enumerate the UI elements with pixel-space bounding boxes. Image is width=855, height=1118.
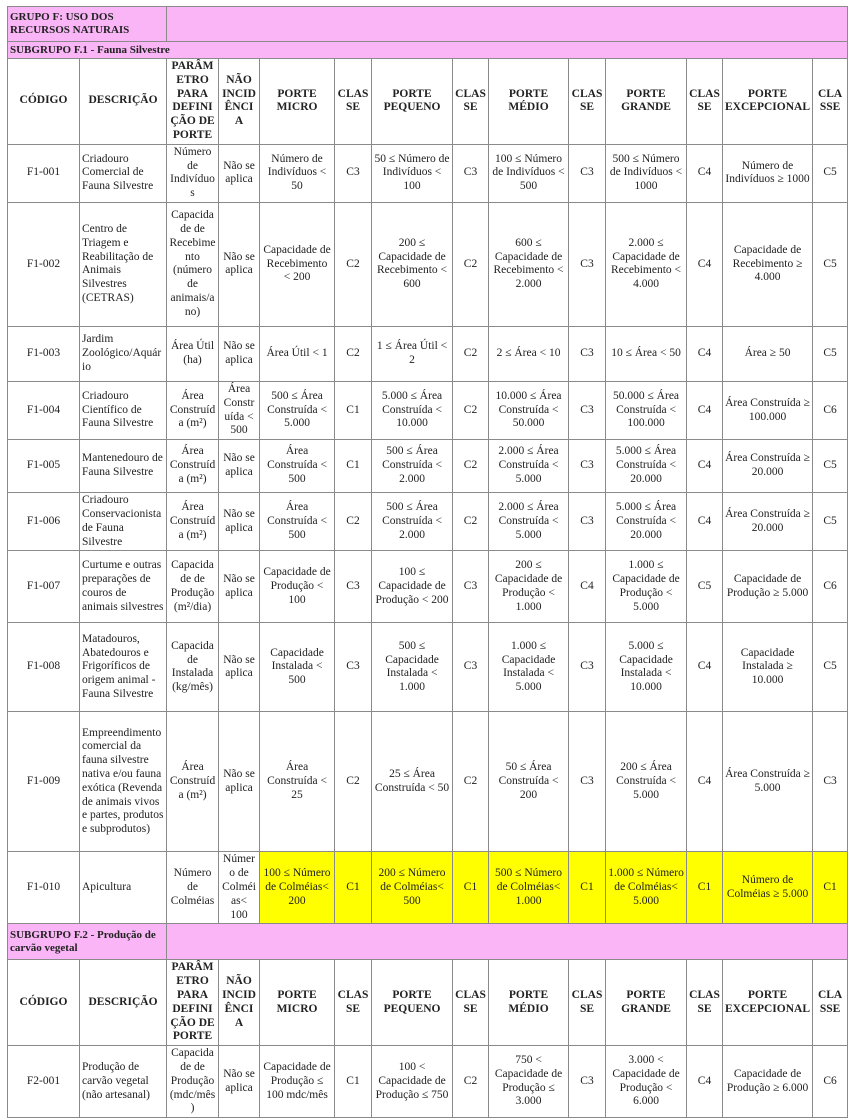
table-cell: Capacidade de Produção < 100	[260, 551, 335, 623]
table-cell: C1	[453, 852, 489, 924]
group-title: GRUPO F: USO DOS RECURSOS NATURAIS	[8, 7, 167, 42]
column-header-row	[8, 59, 848, 145]
table-cell: 100 ≤ Número de Indivíduos < 500	[489, 144, 569, 202]
table-cell: C1	[687, 852, 723, 924]
table-cell: C5	[813, 623, 848, 712]
subgroup-title: SUBGRUPO F.1 - Fauna Silvestre	[8, 42, 848, 59]
table-cell: Área Útil < 1	[260, 326, 335, 381]
table-cell: Número de Indivíduos ≥ 1000	[723, 144, 813, 202]
column-header: PARÂMETRO PARA DEFINIÇÃO DE PORTE	[167, 59, 219, 145]
activity-description: Criadouro Comercial de Fauna Silvestre	[80, 144, 167, 202]
table-cell: Área Construída (m²)	[167, 440, 219, 493]
table-cell: 500 ≤ Número de Indivíduos < 1000	[606, 144, 687, 202]
table-cell: C5	[813, 493, 848, 551]
subgroup-row	[8, 42, 848, 59]
table-cell: C2	[453, 493, 489, 551]
table-cell: Número de Colméias	[167, 852, 219, 924]
column-header: PARÂMETRO PARA DEFINIÇÃO DE PORTE	[167, 960, 219, 1046]
table-cell: C4	[687, 381, 723, 439]
table-cell: C1	[813, 852, 848, 924]
table-cell: Número de Indivíduos	[167, 144, 219, 202]
table-cell: Área Construída < 500	[260, 493, 335, 551]
table-cell: C2	[453, 712, 489, 852]
table-cell: Área Construída < 500	[260, 440, 335, 493]
table-cell: 100 ≤ Número de Colméias< 200	[260, 852, 335, 924]
column-header-row	[8, 960, 848, 1046]
column-header: CÓDIGO	[8, 59, 80, 145]
table-cell: 5.000 ≤ Capacidade Instalada < 10.000	[606, 623, 687, 712]
column-header: PORTE EXCEPCIONAL	[723, 59, 813, 145]
table-cell: Capacidade de Recebimento < 200	[260, 202, 335, 326]
column-header: CLASSE	[569, 960, 606, 1046]
table-cell: Área Construída (m²)	[167, 712, 219, 852]
table-cell: 1.000 ≤ Número de Colméias< 5.000	[606, 852, 687, 924]
activity-code: F1-004	[8, 381, 80, 439]
activity-code: F1-009	[8, 712, 80, 852]
table-cell: Não se aplica	[219, 551, 260, 623]
table-cell: C4	[687, 144, 723, 202]
table-cell: 5.000 ≤ Área Construída < 20.000	[606, 440, 687, 493]
table-cell: C3	[335, 623, 372, 712]
resource-use-table	[7, 6, 848, 1118]
table-cell: C3	[569, 623, 606, 712]
column-header: PORTE PEQUENO	[372, 59, 453, 145]
column-header: CLASSE	[335, 960, 372, 1046]
table-cell: C3	[569, 202, 606, 326]
table-cell: 3.000 < Capacidade de Produção < 6.000	[606, 1046, 687, 1118]
table-cell: Número de Colméias ≥ 5.000	[723, 852, 813, 924]
column-header: CLASSE	[335, 59, 372, 145]
column-header: DESCRIÇÃO	[80, 960, 167, 1046]
table-cell: C1	[569, 852, 606, 924]
table-cell: 2 ≤ Área < 10	[489, 326, 569, 381]
table-cell: C1	[335, 381, 372, 439]
table-cell: C3	[335, 551, 372, 623]
table-cell: C2	[453, 440, 489, 493]
table-cell: Área Construída < 25	[260, 712, 335, 852]
activity-code: F1-003	[8, 326, 80, 381]
table-cell: C5	[813, 202, 848, 326]
column-header: PORTE GRANDE	[606, 960, 687, 1046]
table-cell: 500 ≤ Área Construída < 2.000	[372, 493, 453, 551]
table-row	[8, 440, 848, 493]
table-cell: Número de Colméias< 100	[219, 852, 260, 924]
table-cell: C3	[569, 1046, 606, 1118]
table-cell: Capacidade de Produção ≥ 5.000	[723, 551, 813, 623]
table-cell: C3	[453, 623, 489, 712]
table-cell: 600 ≤ Capacidade de Recebimento < 2.000	[489, 202, 569, 326]
table-row	[8, 144, 848, 202]
table-cell: 10 ≤ Área < 50	[606, 326, 687, 381]
table-cell: Capacidade de Recebimento (número de animais/ano)	[167, 202, 219, 326]
table-cell: C4	[687, 623, 723, 712]
table-cell: C1	[335, 440, 372, 493]
activity-code: F1-006	[8, 493, 80, 551]
table-cell: Área Construída ≥ 20.000	[723, 440, 813, 493]
table-cell: Não se aplica	[219, 493, 260, 551]
table-cell: C4	[687, 326, 723, 381]
table-cell: Capacidade Instalada < 500	[260, 623, 335, 712]
table-cell: 500 ≤ Capacidade Instalada < 1.000	[372, 623, 453, 712]
table-cell: 200 ≤ Capacidade de Recebimento < 600	[372, 202, 453, 326]
table-cell: 1.000 ≤ Capacidade de Produção < 5.000	[606, 551, 687, 623]
activity-description: Apicultura	[80, 852, 167, 924]
column-header: PORTE GRANDE	[606, 59, 687, 145]
table-cell: Capacidade de Recebimento ≥ 4.000	[723, 202, 813, 326]
activity-description: Criadouro Conservacionista de Fauna Silvestre	[80, 493, 167, 551]
table-cell: 2.000 ≤ Capacidade de Recebimento < 4.000	[606, 202, 687, 326]
table-cell: 5.000 ≤ Área Construída < 20.000	[606, 493, 687, 551]
table-cell: 500 ≤ Área Construída < 2.000	[372, 440, 453, 493]
activity-description: Centro de Triagem e Reabilitação de Animais Silvestres (CETRAS)	[80, 202, 167, 326]
table-cell: C2	[335, 493, 372, 551]
activity-code: F1-007	[8, 551, 80, 623]
table-cell: Área Construída ≥ 100.000	[723, 381, 813, 439]
table-cell: C6	[813, 1046, 848, 1118]
activity-code: F1-010	[8, 852, 80, 924]
table-cell: C5	[813, 440, 848, 493]
table-cell: C2	[453, 326, 489, 381]
table-cell: C3	[335, 144, 372, 202]
table-cell: Capacidade Instalada (kg/mês)	[167, 623, 219, 712]
column-header: CLASSE	[813, 960, 848, 1046]
table-cell: Número de Indivíduos < 50	[260, 144, 335, 202]
table-cell: 500 ≤ Área Construída < 5.000	[260, 381, 335, 439]
column-header: CÓDIGO	[8, 960, 80, 1046]
table-cell: 200 ≤ Área Construída < 5.000	[606, 712, 687, 852]
activity-description: Jardim Zoológico/Aquário	[80, 326, 167, 381]
table-cell: Área Construída (m²)	[167, 493, 219, 551]
table-row	[8, 326, 848, 381]
table-cell: 100 < Capacidade de Produção ≤ 750	[372, 1046, 453, 1118]
table-cell: C3	[569, 144, 606, 202]
table-cell: C3	[569, 326, 606, 381]
activity-description: Empreendimento comercial da fauna silvestre nativa e/ou fauna exótica (Revenda de animais vivos e partes, produtos e subprodutos)	[80, 712, 167, 852]
table-cell: Área Construída < 500	[219, 381, 260, 439]
column-header: CLASSE	[569, 59, 606, 145]
subgroup-row	[8, 924, 848, 960]
activity-code: F1-002	[8, 202, 80, 326]
table-cell: C2	[453, 381, 489, 439]
table-cell: C1	[335, 852, 372, 924]
table-cell: C6	[813, 381, 848, 439]
table-row	[8, 551, 848, 623]
table-cell: Não se aplica	[219, 623, 260, 712]
subgroup-title: SUBGRUPO F.2 - Produção de carvão vegetal	[8, 924, 167, 960]
table-cell: 100 ≤ Capacidade de Produção < 200	[372, 551, 453, 623]
table-cell: C4	[687, 493, 723, 551]
table-row	[8, 852, 848, 924]
table-cell: C1	[335, 1046, 372, 1118]
table-cell: C4	[687, 202, 723, 326]
table-cell: C4	[687, 440, 723, 493]
column-header: PORTE EXCEPCIONAL	[723, 960, 813, 1046]
table-cell: C5	[687, 551, 723, 623]
activity-description: Curtume e outras preparações de couros de animais silvestres	[80, 551, 167, 623]
table-cell: 5.000 ≤ Área Construída < 10.000	[372, 381, 453, 439]
table-row	[8, 712, 848, 852]
document-page	[7, 6, 848, 1118]
column-header: CLASSE	[453, 960, 489, 1046]
column-header: PORTE MICRO	[260, 59, 335, 145]
table-cell: Área Construída ≥ 20.000	[723, 493, 813, 551]
table-row	[8, 1046, 848, 1118]
table-cell: C2	[335, 326, 372, 381]
table-cell: Capacidade de Produção ≥ 6.000	[723, 1046, 813, 1118]
activity-code: F1-008	[8, 623, 80, 712]
table-cell: C3	[569, 440, 606, 493]
column-header: CLASSE	[687, 960, 723, 1046]
table-cell: 10.000 ≤ Área Construída < 50.000	[489, 381, 569, 439]
table-cell: 200 ≤ Capacidade de Produção < 1.000	[489, 551, 569, 623]
group-header-row	[8, 7, 848, 42]
table-cell: Capacidade de Produção (mdc/mês)	[167, 1046, 219, 1118]
column-header: PORTE MÉDIO	[489, 59, 569, 145]
column-header: PORTE PEQUENO	[372, 960, 453, 1046]
table-cell: Capacidade de Produção (m²/dia)	[167, 551, 219, 623]
table-row	[8, 493, 848, 551]
table-cell: 500 ≤ Número de Colméias< 1.000	[489, 852, 569, 924]
column-header: NÃO INCIDÊNCIA	[219, 960, 260, 1046]
table-cell: 25 ≤ Área Construída < 50	[372, 712, 453, 852]
table-cell: Capacidade de Produção ≤ 100 mdc/mês	[260, 1046, 335, 1118]
table-cell: Área Construída ≥ 5.000	[723, 712, 813, 852]
table-cell: C3	[569, 712, 606, 852]
table-cell: Área ≥ 50	[723, 326, 813, 381]
column-header: CLASSE	[687, 59, 723, 145]
column-header: CLASSE	[813, 59, 848, 145]
table-cell: 2.000 ≤ Área Construída < 5.000	[489, 440, 569, 493]
table-cell: Área Construída (m²)	[167, 381, 219, 439]
activity-code: F2-001	[8, 1046, 80, 1118]
column-header: PORTE MICRO	[260, 960, 335, 1046]
table-cell: C4	[687, 712, 723, 852]
table-cell: 50 ≤ Número de Indivíduos < 100	[372, 144, 453, 202]
table-row	[8, 202, 848, 326]
table-cell: Capacidade Instalada ≥ 10.000	[723, 623, 813, 712]
table-cell: C4	[687, 1046, 723, 1118]
table-cell: C2	[453, 1046, 489, 1118]
table-cell: C3	[813, 712, 848, 852]
activity-code: F1-001	[8, 144, 80, 202]
activity-code: F1-005	[8, 440, 80, 493]
table-row	[8, 623, 848, 712]
table-cell: 1 ≤ Área Útil < 2	[372, 326, 453, 381]
table-row	[8, 381, 848, 439]
activity-description: Matadouros, Abatedouros e Frigoríficos de origem animal - Fauna Silvestre	[80, 623, 167, 712]
table-cell: C5	[813, 144, 848, 202]
table-cell: Área Útil (ha)	[167, 326, 219, 381]
activity-description: Criadouro Científico de Fauna Silvestre	[80, 381, 167, 439]
table-cell: 1.000 ≤ Capacidade Instalada < 5.000	[489, 623, 569, 712]
table-cell: Não se aplica	[219, 712, 260, 852]
table-cell: C3	[569, 381, 606, 439]
table-cell: C2	[335, 712, 372, 852]
table-cell: C5	[813, 326, 848, 381]
table-cell: 200 ≤ Número de Colméias< 500	[372, 852, 453, 924]
table-cell: C2	[453, 202, 489, 326]
table-cell: C3	[569, 493, 606, 551]
table-cell: 2.000 ≤ Área Construída < 5.000	[489, 493, 569, 551]
table-cell: 50 ≤ Área Construída < 200	[489, 712, 569, 852]
table-cell: 50.000 ≤ Área Construída < 100.000	[606, 381, 687, 439]
column-header: CLASSE	[453, 59, 489, 145]
table-cell: 750 < Capacidade de Produção ≤ 3.000	[489, 1046, 569, 1118]
column-header: NÃO INCIDÊNCIA	[219, 59, 260, 145]
column-header: DESCRIÇÃO	[80, 59, 167, 145]
activity-description: Mantenedouro de Fauna Silvestre	[80, 440, 167, 493]
table-cell: C3	[453, 144, 489, 202]
table-cell: Não se aplica	[219, 202, 260, 326]
table-cell: C2	[335, 202, 372, 326]
table-cell: C3	[453, 551, 489, 623]
table-cell: Não se aplica	[219, 326, 260, 381]
column-header: PORTE MÉDIO	[489, 960, 569, 1046]
activity-description: Produção de carvão vegetal (não artesanal)	[80, 1046, 167, 1118]
table-cell: Não se aplica	[219, 440, 260, 493]
table-cell: C4	[569, 551, 606, 623]
table-cell: Não se aplica	[219, 1046, 260, 1118]
table-cell: C6	[813, 551, 848, 623]
table-cell: Não se aplica	[219, 144, 260, 202]
